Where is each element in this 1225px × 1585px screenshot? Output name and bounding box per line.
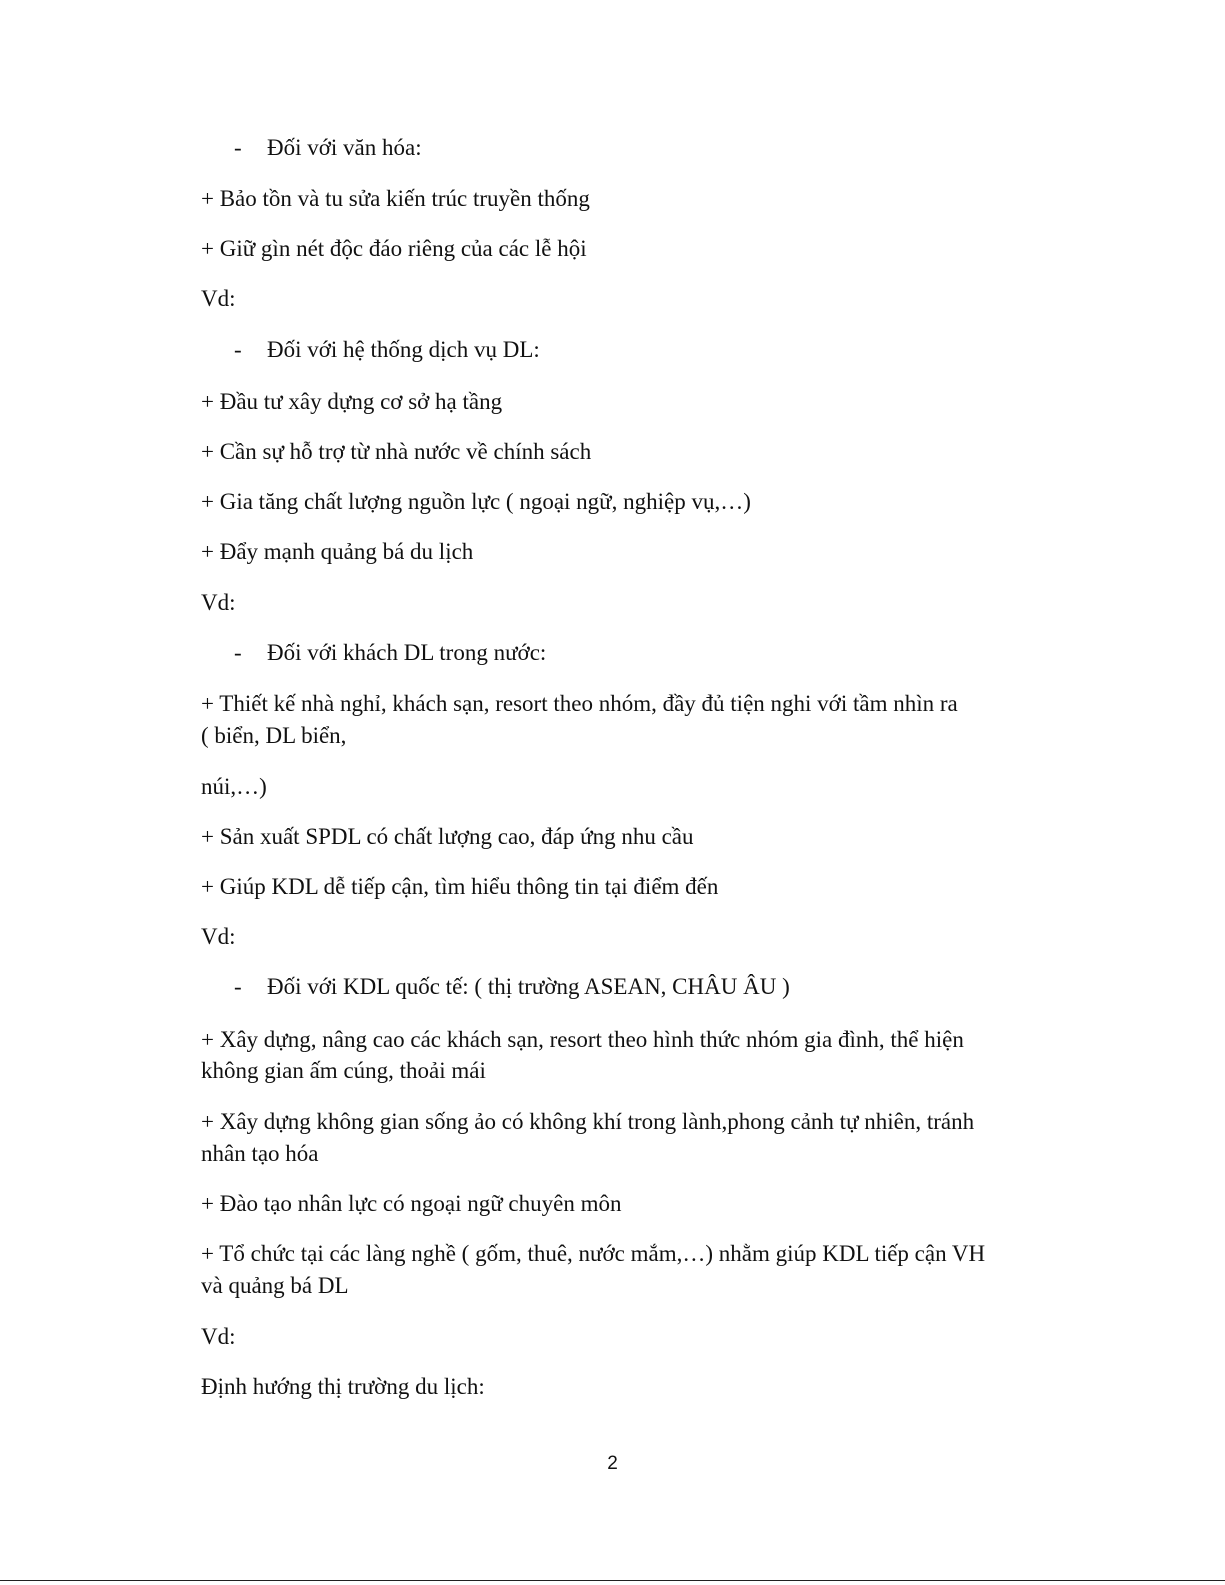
text-line: + Bảo tồn và tu sửa kiến trúc truyền thống <box>201 186 590 211</box>
example-label: Vd: <box>201 286 236 311</box>
text-line: núi,…) <box>201 774 267 799</box>
section-heading-international <box>234 971 790 1003</box>
text-line: + Đào tạo nhân lực có ngoại ngữ chuyên môn <box>201 1191 622 1216</box>
bullet-dash: - <box>234 135 242 160</box>
text-line: và quảng bá DL <box>201 1273 349 1298</box>
section-heading-culture <box>234 132 422 164</box>
text-line: + Sản xuất SPDL có chất lượng cao, đáp ứng nhu cầu <box>201 824 694 849</box>
example-label: Vd: <box>201 590 236 615</box>
text-line: + Xây dựng, nâng cao các khách sạn, resort theo hình thức nhóm gia đình, thể hiện <box>201 1027 964 1052</box>
section-heading-text: Đối với khách DL trong nước: <box>267 640 547 665</box>
text-line: nhân tạo hóa <box>201 1141 319 1166</box>
section-heading-text: Đối với văn hóa: <box>267 135 422 160</box>
section-heading-text: Đối với hệ thống dịch vụ DL: <box>267 337 540 362</box>
text-line: + Đẩy mạnh quảng bá du lịch <box>201 539 474 564</box>
section-heading-text: Đối với KDL quốc tế: ( thị trường ASEAN, CHÂU ÂU ) <box>267 974 790 999</box>
example-label: Vd: <box>201 1324 236 1349</box>
text-line: + Thiết kế nhà nghỉ, khách sạn, resort theo nhóm, đầy đủ tiện nghi với tầm nhìn ra <box>201 691 958 716</box>
text-line: không gian ấm cúng, thoải mái <box>201 1058 486 1083</box>
text-line: ( biển, DL biển, <box>201 723 347 748</box>
section-heading-domestic <box>234 637 546 669</box>
example-label: Vd: <box>201 924 236 949</box>
bullet-dash: - <box>234 640 242 665</box>
text-line: + Xây dựng không gian sống ảo có không khí trong lành,phong cảnh tự nhiên, tránh <box>201 1109 975 1134</box>
bullet-dash: - <box>234 337 242 362</box>
section-heading-services <box>234 334 540 366</box>
text-line: Định hướng thị trường du lịch: <box>201 1374 485 1399</box>
text-line: + Giúp KDL dễ tiếp cận, tìm hiểu thông tin tại điểm đến <box>201 874 719 899</box>
text-line: + Giữ gìn nét độc đáo riêng của các lễ hội <box>201 236 587 261</box>
text-line: + Đầu tư xây dựng cơ sở hạ tầng <box>201 389 503 414</box>
text-line: + Tổ chức tại các làng nghề ( gốm, thuê, nước mắm,…) nhằm giúp KDL tiếp cận VH <box>201 1241 986 1266</box>
bullet-dash: - <box>234 974 242 999</box>
text-line: + Cần sự hỗ trợ từ nhà nước về chính sách <box>201 439 592 464</box>
page-bottom-divider <box>0 1580 1225 1581</box>
text-line: + Gia tăng chất lượng nguồn lực ( ngoại ngữ, nghiệp vụ,…) <box>201 489 751 514</box>
page-number: 2 <box>607 1453 618 1474</box>
